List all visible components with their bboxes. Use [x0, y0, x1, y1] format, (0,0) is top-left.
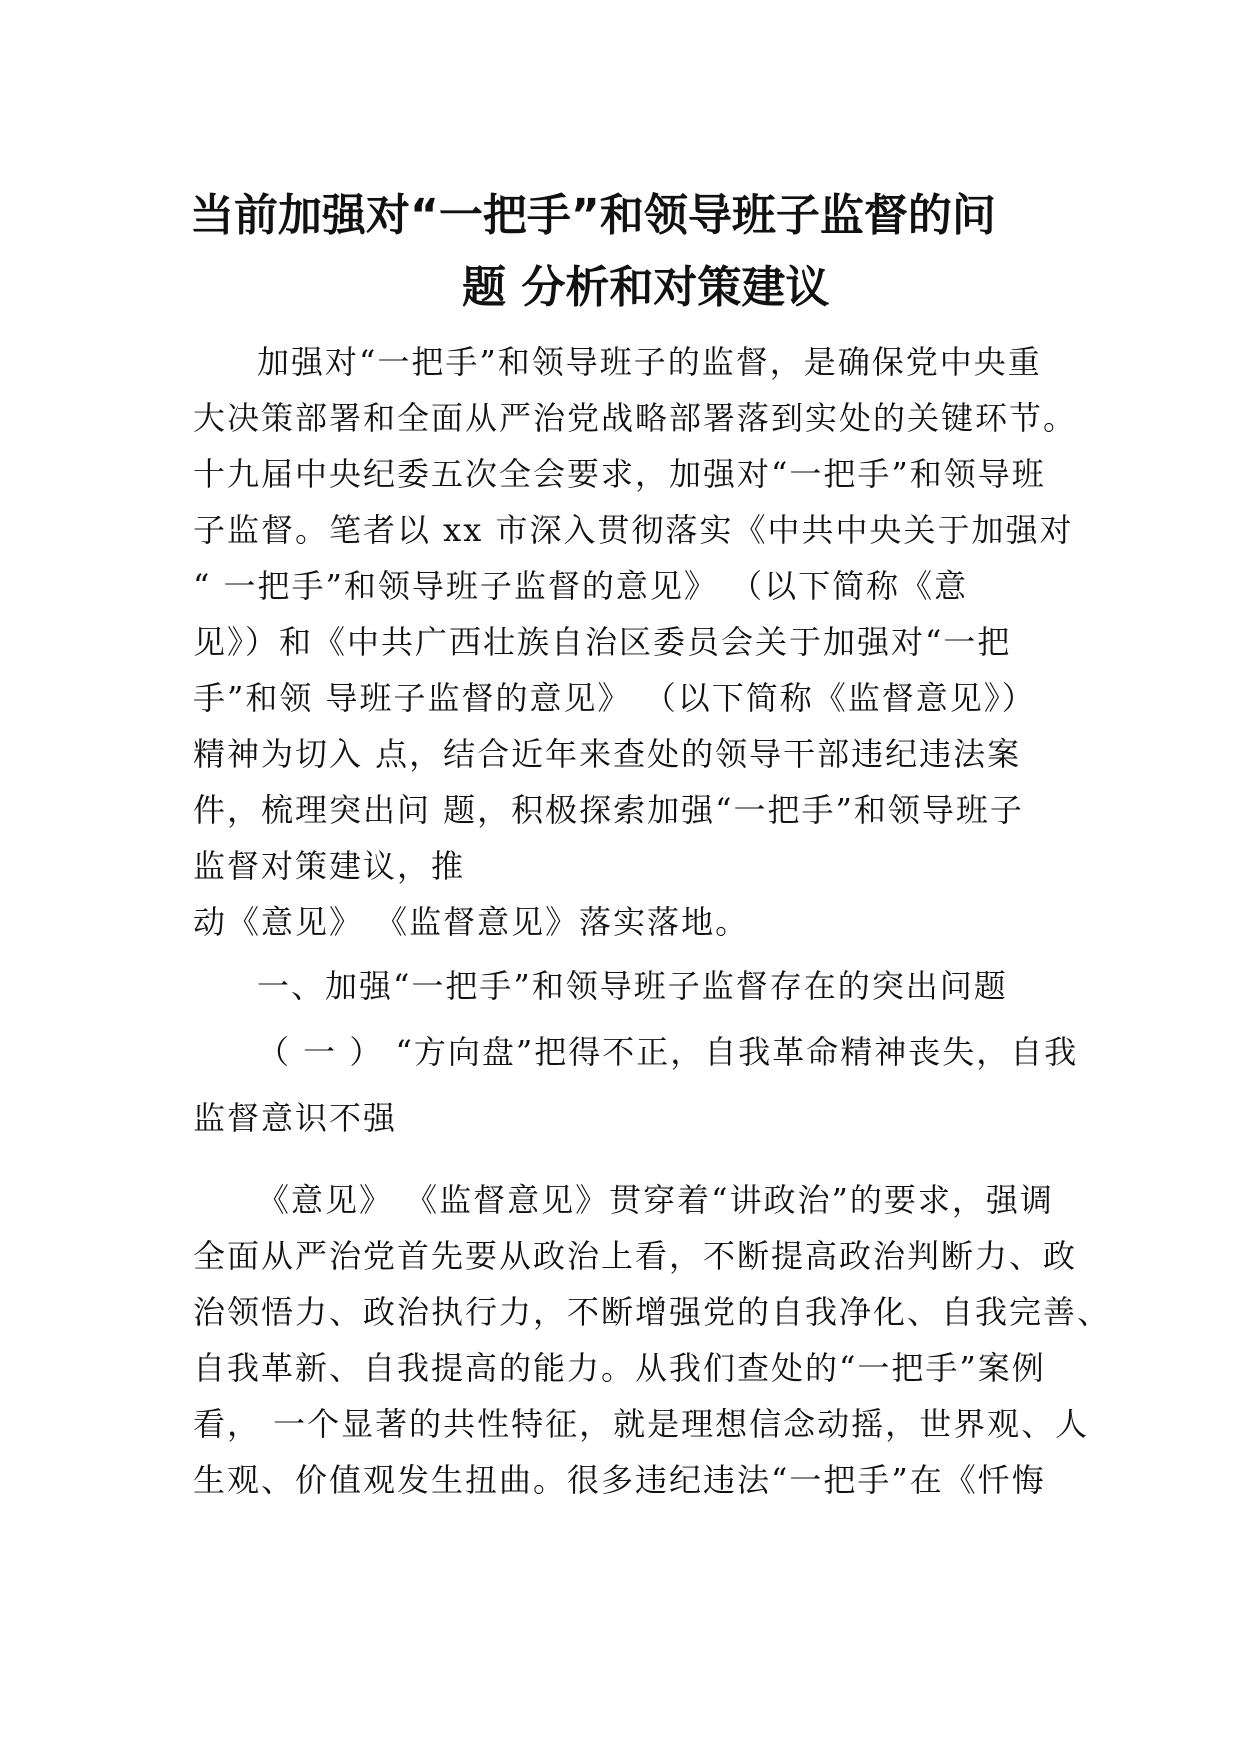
subsection-heading-line-2: 监督意识不强	[193, 1099, 398, 1137]
paragraph-line: 子监督。笔者以 xx 市深入贯彻落实《中共中央关于加强对	[193, 511, 1074, 549]
paragraph-line: 手”和领 导班子监督的意见》 （以下简称《监督意见》）	[193, 679, 1036, 717]
paragraph-line: 看， 一个显著的共性特征，就是理想信念动摇，世界观、人	[193, 1405, 1090, 1443]
paragraph-2	[193, 1172, 1112, 1508]
paragraph-line: 大决策部署和全面从严治党战略部署落到实处的关键环节。	[193, 399, 1078, 437]
title-line-1: 当前加强对“一把手”和领导班子监督的问	[190, 190, 996, 241]
paragraph-line: 《意见》 《监督意见》贯穿着“讲政治”的要求，强调	[257, 1181, 1054, 1219]
paragraph-line: 生观、价值观发生扭曲。很多违纪违法“一把手”在《忏悔	[193, 1461, 1046, 1499]
paragraph-line: 十九届中央纪委五次全会要求，加强对“一把手”和领导班	[193, 455, 1046, 493]
title-line-2: 题 分析和对策建议	[462, 262, 830, 313]
paragraph-line: 精神为切入 点，结合近年来查处的领导干部违纪违法案	[193, 735, 1022, 773]
paragraph-line: 件，梳理突出问 题，积极探索加强“一把手”和领导班子	[193, 791, 1024, 829]
paragraph-line: “ 一把手”和领导班子监督的意见》 （以下简称《意	[193, 567, 969, 605]
document-title	[190, 180, 1050, 324]
subsection-1-heading	[193, 1022, 1079, 1144]
paragraph-line: 监督对策建议，推	[193, 847, 466, 885]
paragraph-line: 动《意见》 《监督意见》落实落地。	[193, 903, 750, 941]
paragraph-line: 见》）和《中共广西壮族自治区委员会关于加强对“一把	[193, 623, 1012, 661]
section-heading-text: 一、加强“一把手”和领导班子监督存在的突出问题	[257, 967, 1008, 1005]
paragraph-line: 加强对“一把手”和领导班子的监督，是确保党中央重	[257, 343, 1042, 381]
intro-paragraph	[193, 334, 1078, 950]
paragraph-line: 治领悟力、政治执行力，不断增强党的自我净化、自我完善、	[193, 1293, 1112, 1331]
subsection-heading-line-1: （ 一 ） “方向盘”把得不正，自我革命精神丧失，自我	[257, 1033, 1079, 1071]
paragraph-line: 全面从严治党首先要从政治上看，不断提高政治判断力、政	[193, 1237, 1078, 1275]
paragraph-line: 自我革新、自我提高的能力。从我们查处的“一把手”案例	[193, 1349, 1046, 1387]
section-1-heading	[193, 958, 1053, 1014]
